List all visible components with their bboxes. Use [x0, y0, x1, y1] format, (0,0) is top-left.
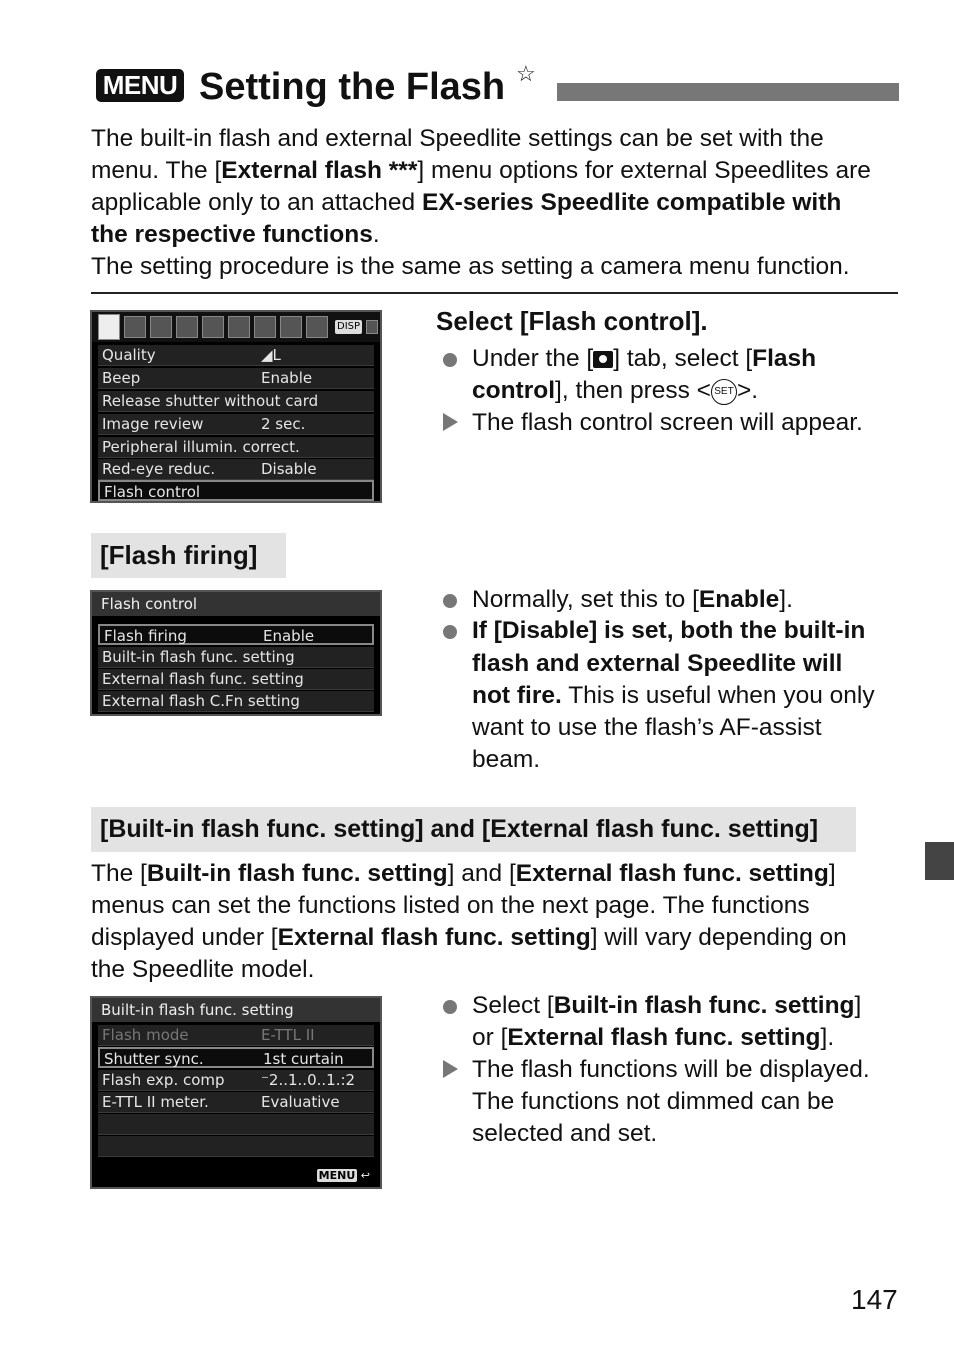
intro-line-5: The setting procedure is the same as setting a camera menu function.: [91, 253, 850, 280]
camera-tab-icon: [593, 351, 613, 368]
section-heading-flash-firing: [Flash firing]: [91, 533, 286, 578]
star-icon: ☆: [516, 61, 536, 86]
menu-row-selected: Shutter sync. 1st curtain: [98, 1047, 374, 1068]
screen-title: Built-in flash func. setting: [92, 998, 380, 1022]
divider: [91, 292, 898, 294]
setup-tab-3-icon: [280, 316, 302, 338]
screen-title: Flash control: [92, 592, 380, 616]
flash-func-screen: [90, 996, 382, 1189]
step-result: The flash control screen will appear.: [472, 409, 863, 436]
set-button-icon: SET: [711, 379, 737, 405]
flash-firing-note-1: Normally, set this to [Enable].: [472, 586, 793, 613]
step-instruction-line-1: Under the [ ] tab, select [Flash: [472, 345, 817, 372]
menu-row: Built-in flash func. setting: [98, 647, 374, 668]
func-result-line-3: selected and set.: [472, 1120, 658, 1147]
func-paragraph-line-4: the Speedlite model.: [91, 956, 315, 983]
menu-row: Beep Enable: [98, 368, 374, 389]
step-heading: Select [Flash control].: [436, 306, 708, 336]
func-result-line-2: The functions not dimmed can be: [472, 1088, 835, 1115]
shooting-tab-4-icon: [176, 316, 198, 338]
menu-tab-bar: [92, 312, 380, 342]
menu-row-selected: Flash firing Enable: [98, 624, 374, 645]
title-rule-bar: [557, 83, 899, 101]
bullet-icon: [443, 1000, 457, 1014]
screen-footer: [317, 1169, 370, 1182]
func-paragraph-line-3: displayed under [External flash func. setting] will vary depending on: [91, 924, 847, 951]
section-heading-func-setting: [Built-in flash func. setting] and [External flash func. setting]: [91, 807, 856, 852]
shooting-tab-1-icon: [98, 314, 120, 340]
setup-tab-1-icon: [228, 316, 250, 338]
return-icon: ↩: [360, 1169, 370, 1182]
intro-line-3: applicable only to an attached EX-series Speedlite compatible with: [91, 189, 842, 216]
intro-line-2: menu. The [External flash ***] menu options for external Speedlites are: [91, 157, 871, 184]
menu-row: Release shutter without card: [98, 391, 374, 412]
step-instruction-line-2: control], then press < SET >.: [472, 377, 759, 404]
menu-row: Red-eye reduc. Disable: [98, 459, 374, 480]
menu-row-dimmed: Flash mode E-TTL II: [98, 1025, 374, 1046]
func-paragraph-line-2: menus can set the functions listed on the next page. The functions: [91, 892, 810, 919]
menu-tab-icon: MENU: [96, 69, 184, 102]
flash-firing-note-2-line-5: beam.: [472, 746, 541, 773]
menu-row: Image review 2 sec.: [98, 414, 374, 435]
result-arrow-icon: [443, 413, 458, 431]
menu-row: External flash C.Fn setting: [98, 691, 374, 712]
menu-row: Flash exp. comp ⁻2..1..0..1.:2: [98, 1070, 374, 1091]
flash-firing-note-2-line-3: not fire. This is useful when you only: [472, 682, 875, 709]
menu-row: E-TTL II meter. Evaluative: [98, 1092, 374, 1113]
menu-row: Peripheral illumin. correct.: [98, 437, 374, 458]
menu-row: External flash func. setting: [98, 669, 374, 690]
flash-control-screen: [90, 590, 382, 716]
menu-row-empty: [98, 1114, 374, 1135]
my-menu-tab-icon: [306, 316, 328, 338]
bullet-icon: [443, 594, 457, 608]
shooting-tab-3-icon: [150, 316, 172, 338]
shooting-tab-2-icon: [124, 316, 146, 338]
bullet-icon: [443, 353, 457, 367]
menu-button-icon: MENU: [318, 1169, 356, 1182]
func-paragraph-line-1: The [Built-in flash func. setting] and [External flash func. setting]: [91, 860, 836, 887]
flash-firing-note-2-line-4: want to use the flash’s AF-assist: [472, 714, 822, 741]
func-instruction-line-1: Select [Built-in flash func. setting]: [472, 992, 862, 1019]
camera-menu-screen: [90, 310, 382, 503]
setup-tab-2-icon: [254, 316, 276, 338]
flash-firing-note-2-line-2: flash and external Speedlite will: [472, 650, 843, 677]
page-title: Setting the Flash: [199, 66, 506, 108]
bullet-icon: [443, 625, 457, 639]
playback-tab-icon: [202, 316, 224, 338]
flash-firing-note-2-line-1: If [Disable] is set, both the built-in: [472, 617, 866, 644]
menu-row-selected: Flash control: [98, 480, 374, 501]
menu-row: Quality ◢L: [98, 345, 374, 366]
func-instruction-line-2: or [External flash func. setting].: [472, 1024, 835, 1051]
result-arrow-icon: [443, 1060, 458, 1078]
intro-line-1: The built-in flash and external Speedlite settings can be set with the: [91, 125, 824, 152]
page-number: 147: [851, 1284, 898, 1315]
intro-line-4: the respective functions.: [91, 221, 380, 248]
chapter-tab-marker: [925, 842, 954, 880]
info-icon: [366, 320, 378, 334]
menu-row-empty: [98, 1136, 374, 1157]
func-result-line-1: The flash functions will be displayed.: [472, 1056, 870, 1083]
disp-badge: DISP: [337, 321, 361, 332]
